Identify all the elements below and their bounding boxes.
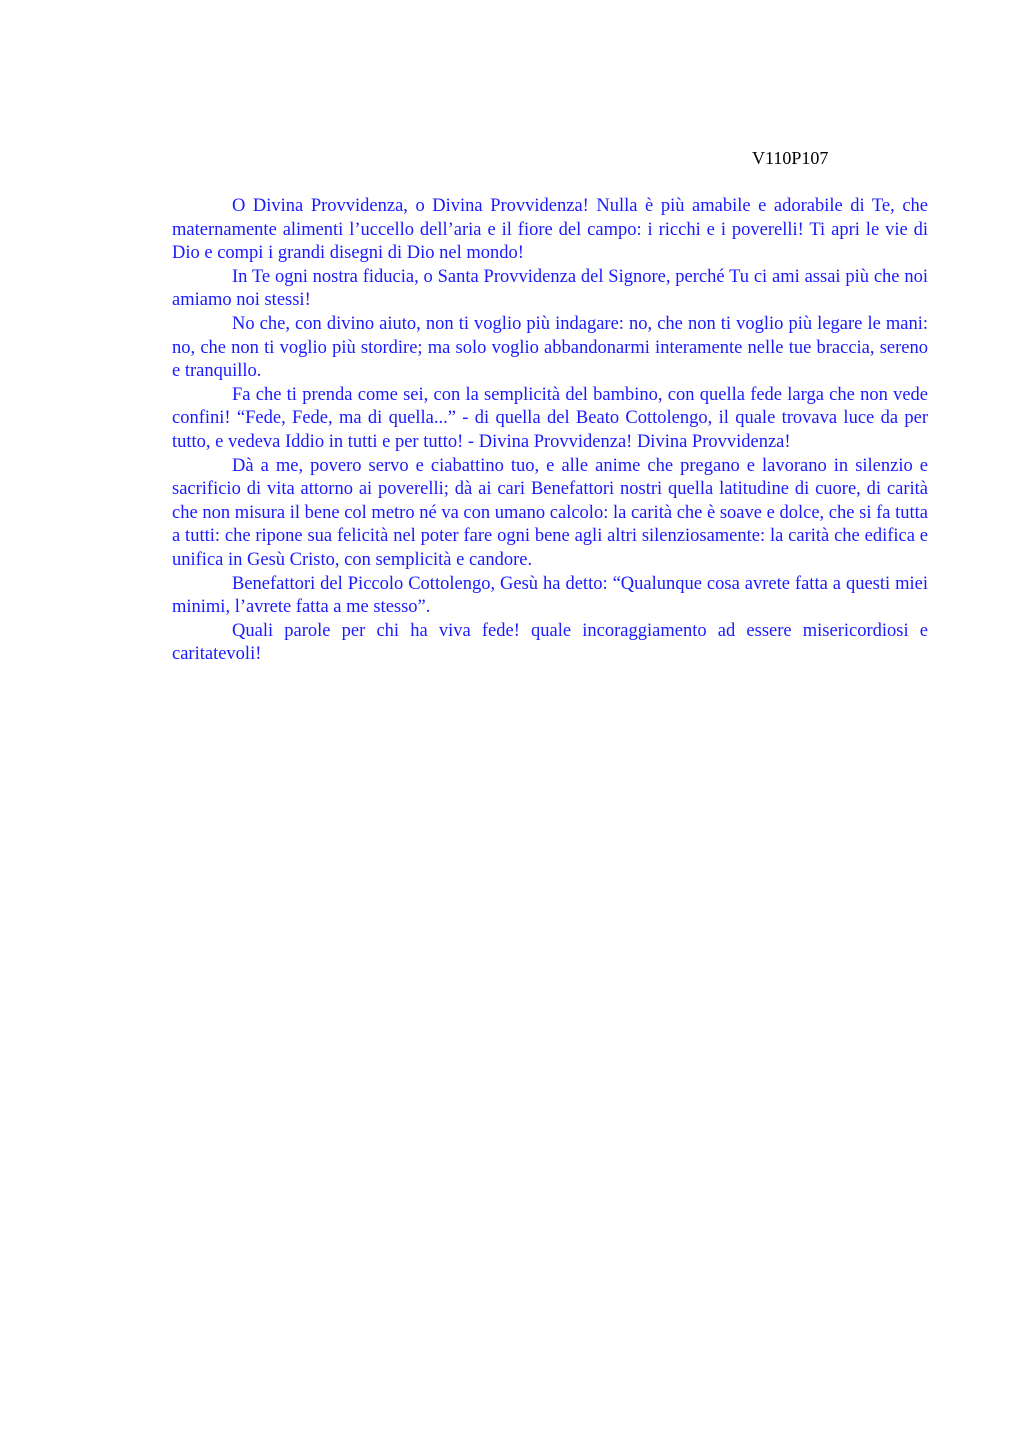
paragraph-7: Quali parole per chi ha viva fede! quale incoraggiamento ad essere misericordiosi e caritatevoli! bbox=[172, 620, 928, 665]
paragraph-1: O Divina Provvidenza, o Divina Provvidenza! Nulla è più amabile e adorabile di Te, che maternamente alimenti l’uccello dell’aria e il fiore del campo: i ricchi e i poverelli! Ti apri le vie di Dio e compi i grandi disegni di Dio nel mondo! bbox=[172, 196, 928, 264]
paragraph-2: In Te ogni nostra fiducia, o Santa Provvidenza del Signore, perché Tu ci ami assai più che noi amiamo noi stessi! bbox=[172, 266, 928, 311]
paragraph-6: Benefattori del Piccolo Cottolengo, Gesù ha detto: “Qualunque cosa avrete fatta a questi miei minimi, l’avrete fatta a me stesso”. bbox=[172, 573, 928, 618]
paragraph-3: No che, con divino aiuto, non ti voglio più indagare: no, che non ti voglio più legare le mani: no, che non ti voglio più stordire; ma solo voglio abbandonarmi interamente nelle tue braccia, sereno e tranquillo. bbox=[172, 313, 928, 382]
paragraph-4: Fa che ti prenda come sei, con la semplicità del bambino, con quella fede larga che non vede confini! “Fede, Fede, ma di quella...” - di quella del Beato Cottolengo, il quale trovava luce da per tutto, e vedeva Iddio in tutti e per tutto! - Divina Provvidenza! Divina Provvidenza! bbox=[172, 384, 928, 452]
paragraph-5: Dà a me, povero servo e ciabattino tuo, e alle anime che pregano e lavorano in silenzio e sacrificio di vita attorno ai poverelli; dà ai cari Benefattori nostri quella latitudine di cuore, di carità che non misura il bene col metro né va con umano calcolo: la carità che è soave e dolce, che si fa tutta a tutti: che ripone sua felicità nel poter fare ogni bene agli altri silenziosamente: la carità che edifica e unifica in Gesù Cristo, con semplicità e candore. bbox=[172, 455, 928, 570]
document-code: V110P107 bbox=[752, 148, 829, 168]
document-body bbox=[172, 195, 928, 667]
